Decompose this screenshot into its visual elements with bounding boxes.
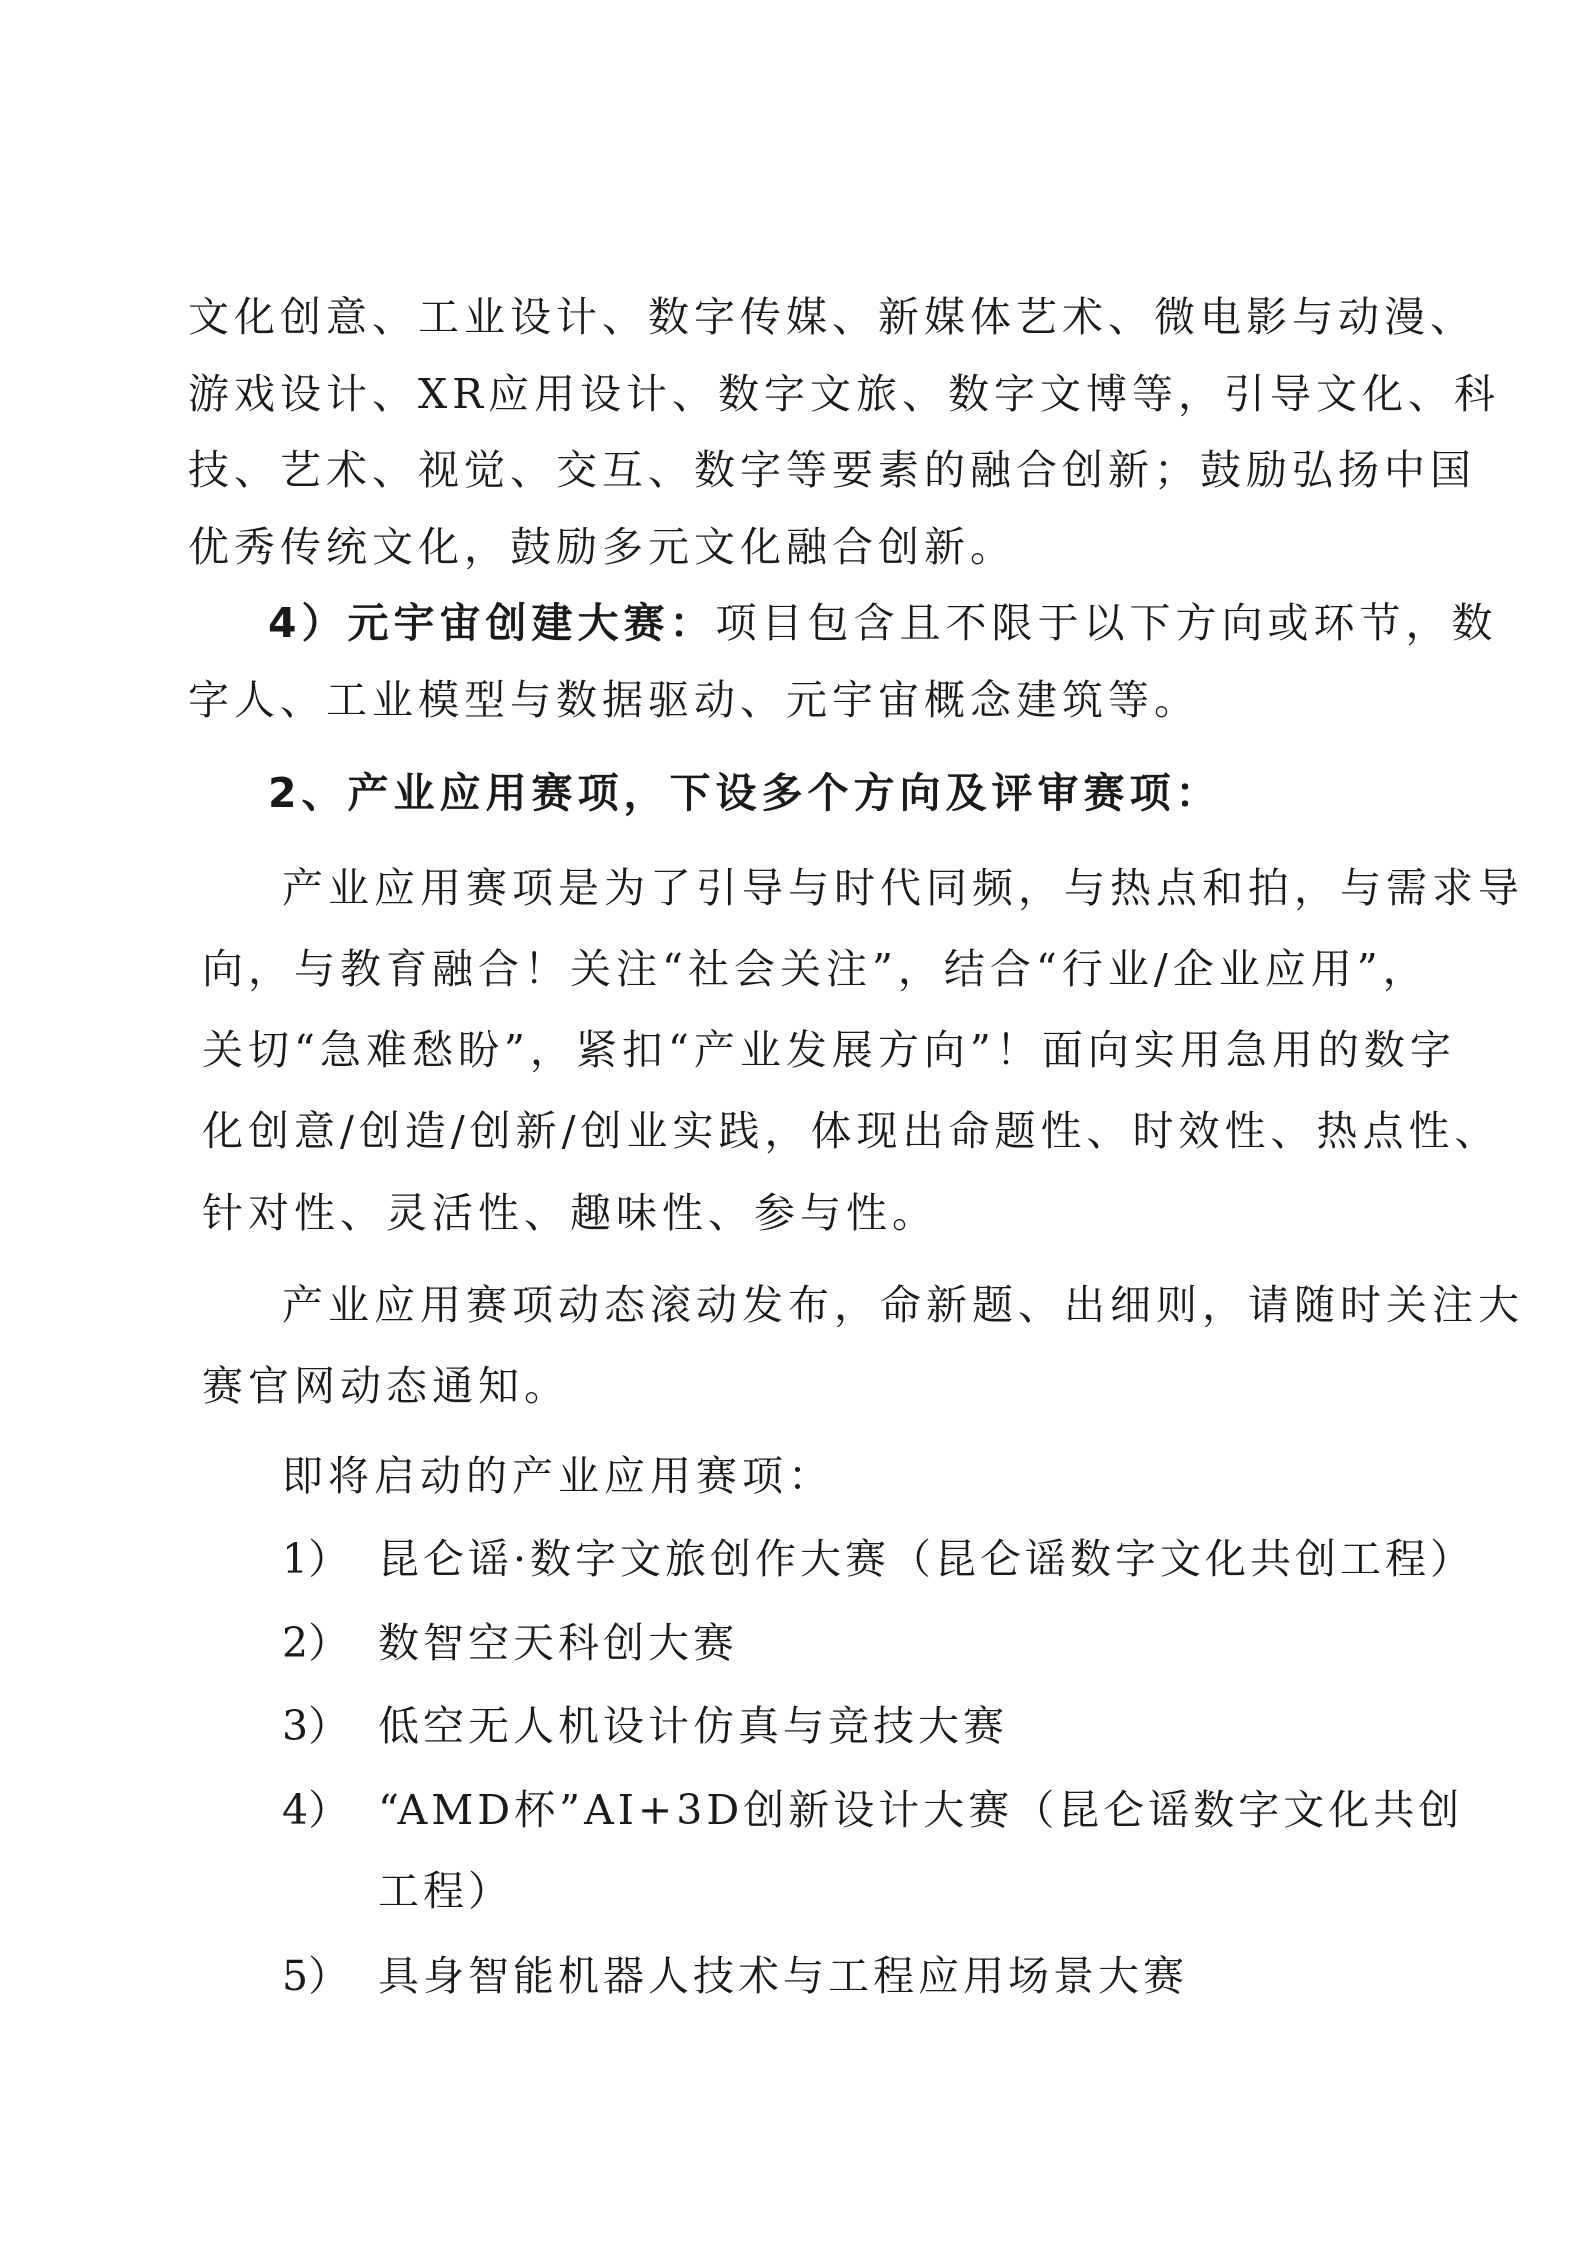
list-item-text: 低空无人机设计仿真与竞技大赛	[378, 1702, 1008, 1750]
paragraph-line: 向，与教育融合！关注“社会关注”，结合“行业/企业应用”，	[202, 945, 1429, 993]
metaverse-contest-label: 4）元宇宙创建大赛：	[268, 599, 716, 647]
paragraph-line: 技、艺术、视觉、交互、数字等要素的融合创新；鼓励弘扬中国	[188, 446, 1476, 494]
metaverse-contest-description: 项目包含且不限于以下方向或环节，数	[715, 599, 1498, 647]
list-item-text: “AMD杯”AI+3D创新设计大赛（昆仑谣数字文化共创	[378, 1786, 1464, 1834]
list-item-text: 具身智能机器人技术与工程应用场景大赛	[378, 1952, 1188, 2000]
list-item-text-continued: 工程）	[378, 1867, 513, 1915]
list-item-number: 2）	[282, 1619, 350, 1667]
list-item-text: 昆仑谣·数字文旅创作大赛（昆仑谣数字文化共创工程）	[378, 1535, 1476, 1583]
list-item-number: 3）	[282, 1702, 350, 1750]
list-item-number: 4）	[282, 1786, 350, 1834]
list-intro: 即将启动的产业应用赛项：	[282, 1452, 834, 1500]
list-item-text: 数智空天科创大赛	[378, 1619, 738, 1667]
paragraph-line: 针对性、灵活性、趣味性、参与性。	[202, 1189, 938, 1237]
paragraph-line: 产业应用赛项是为了引导与时代同频，与热点和拍，与需求导	[282, 864, 1524, 912]
paragraph-line: 字人、工业模型与数据驱动、元宇宙概念建筑等。	[188, 676, 1200, 724]
paragraph-line: 关切“急难愁盼”，紧扣“产业发展方向”！面向实用急用的数字	[202, 1026, 1456, 1074]
list-item-number: 1）	[282, 1535, 350, 1583]
list-item-number: 5）	[282, 1952, 350, 2000]
paragraph-line: 产业应用赛项动态滚动发布，命新题、出细则，请随时关注大	[282, 1281, 1524, 1329]
paragraph-line: 化创意/创造/创新/创业实践，体现出命题性、时效性、热点性、	[202, 1107, 1501, 1155]
paragraph-line: 赛官网动态通知。	[202, 1362, 570, 1410]
paragraph-line: 文化创意、工业设计、数字传媒、新媒体艺术、微电影与动漫、	[188, 293, 1476, 341]
metaverse-contest-line	[268, 597, 1498, 649]
paragraph-line: 游戏设计、XR应用设计、数字文旅、数字文博等，引导文化、科	[188, 370, 1501, 418]
paragraph-line: 优秀传统文化，鼓励多元文化融合创新。	[188, 523, 1016, 571]
section-heading-industry-application: 2、产业应用赛项，下设多个方向及评审赛项：	[268, 769, 1222, 817]
